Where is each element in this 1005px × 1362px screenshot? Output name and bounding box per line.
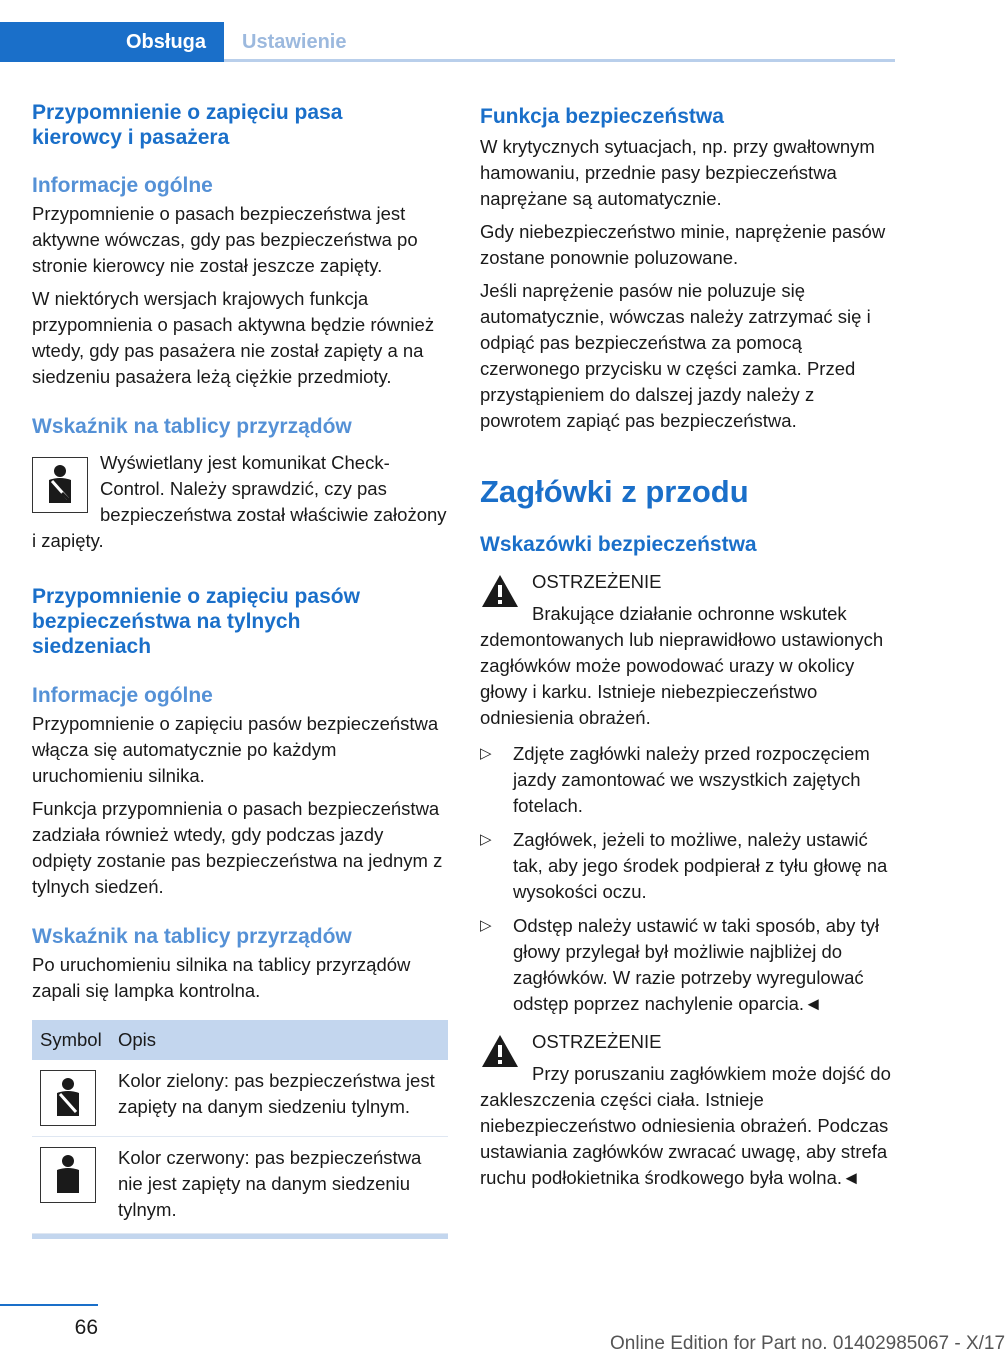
warning-label: OSTRZEŻENIE <box>532 571 662 592</box>
table-cell-description: Kolor zielony: pas bezpieczeństwa jest zapięty na danym siedzeniu tylnym. <box>118 1070 435 1117</box>
triangle-bullet-icon: ▷ <box>480 917 492 934</box>
table-bottom-border <box>32 1234 448 1239</box>
seatbelt-fastened-icon <box>40 1070 96 1126</box>
subheading-general-info: Informacje ogólne <box>32 684 213 707</box>
safety-bullet-list <box>480 741 895 1017</box>
warning-triangle-icon <box>480 1033 520 1069</box>
list-item: ▷ Zagłówek, jeżeli to możliwe, należy ustawić tak, aby jego środek podpierał z tyłu głowę na wysokości oczu. <box>480 829 888 902</box>
paragraph: W niektórych wersjach krajowych funkcja przypomnienia o pasach aktywna będzie również wtedy, gdy pas pasażera nie został zapięty a na siedzeniu pasażera leżą ciężkie przedmioty. <box>32 288 435 387</box>
table-row <box>32 1060 448 1137</box>
paragraph: Gdy niebezpieczeństwo minie, naprężenie pasów zostane ponownie poluzowane. <box>480 221 886 268</box>
tab-ustawienie[interactable]: Ustawienie <box>242 30 347 53</box>
subheading-indicator: Wskaźnik na tablicy przyrządów <box>32 925 352 948</box>
left-column <box>32 100 448 1239</box>
tab-divider <box>224 59 895 62</box>
paragraph: Przypomnienie o pasach bezpieczeństwa jest aktywne wówczas, gdy pas bezpieczeństwa po stronie kierowcy nie został jeszcze zapięty. <box>32 203 418 276</box>
page-number-rule <box>0 1304 98 1306</box>
subheading-general-info: Informacje ogólne <box>32 174 213 197</box>
table-cell-description: Kolor czerwony: pas bezpieczeństwa nie jest zapięty na danym siedzeniu tylnym. <box>118 1147 422 1220</box>
seatbelt-warning-icon <box>32 457 88 513</box>
warning-block <box>480 569 895 731</box>
table-header-opis: Opis <box>118 1020 448 1060</box>
list-item: ▷ Zdjęte zagłówki należy przed rozpoczęciem jazdy zamontować we wszystkich zajętych fotelach. <box>480 743 870 816</box>
subheading-safety-notes: Wskazówki bezpieczeństwa <box>480 533 757 556</box>
warning-triangle-icon <box>480 573 520 609</box>
page-number: 66 <box>74 1316 98 1339</box>
paragraph: W krytycznych sytuacjach, np. przy gwałtownym hamowaniu, przednie pasy bezpieczeństwa naprężane są automatycznie. <box>480 136 875 209</box>
paragraph: Po uruchomieniu silnika na tablicy przyrządów zapali się lampka kontrolna. <box>32 954 411 1001</box>
paragraph: Jeśli naprężenie pasów nie poluzuje się automatycznie, wówczas należy zatrzymać się i odpiąć pas bezpieczeństwa za pomocą czerwonego przycisku w części zamka. Przed przystąpieniem do dalszej jazdy należy z powrotem zapiąć pas bezpieczeństwa. <box>480 280 871 431</box>
table-header-symbol: Symbol <box>32 1020 118 1060</box>
section-title-safety-function: Funkcja bezpieczeństwa <box>480 105 724 128</box>
tab-obsluga[interactable]: Obsługa <box>0 22 224 62</box>
indicator-note <box>32 450 448 554</box>
section-title-driver-belt: Przypomnienie o zapięciu pasa kierowcy i pasażera <box>32 101 343 149</box>
section-title-rear-belt: Przypomnienie o zapięciu pasów bezpieczeństwa na tylnych siedzeniach <box>32 585 360 658</box>
warning-block <box>480 1029 895 1191</box>
paragraph: Funkcja przypomnienia o pasach bezpieczeństwa zadziała również wtedy, gdy podczas jazdy odpięty zostanie pas bezpieczeństwa na jednym z tylnych siedzeń. <box>32 798 443 897</box>
subheading-indicator: Wskaźnik na tablicy przyrządów <box>32 415 352 438</box>
warning-text: Brakujące działanie ochronne wskutek zdemontowanych lub nieprawidłowo ustawionych zagłówków może powodować urazy w okolicy głowy i karku. Istnieje niebezpieczeństwo odniesienia obrażeń. <box>480 603 884 728</box>
indicator-text: Wyświetlany jest komunikat Check-Control. Należy sprawdzić, czy pas bezpieczeństwa został właściwie założony i zapięty. <box>32 452 447 551</box>
table-row <box>32 1137 448 1234</box>
triangle-bullet-icon: ▷ <box>480 831 492 848</box>
symbol-table <box>32 1020 448 1234</box>
chapter-heading-headrests: Zagłówki z przodu <box>480 474 749 509</box>
list-item: ▷ Odstęp należy ustawić w taki sposób, aby tył głowy przylegał był możliwie najbliżej do zagłówków. W razie potrzeby wyregulować odstęp poprzez nachylenie oparcia.◄ <box>480 915 880 1014</box>
chapter-tab-bar <box>0 0 895 62</box>
seatbelt-unfastened-icon <box>40 1147 96 1203</box>
warning-label: OSTRZEŻENIE <box>532 1031 662 1052</box>
warning-text: Przy poruszaniu zagłówkiem może dojść do zakleszczenia części ciała. Istnieje niebezpieczeństwo odniesienia obrażeń. Podczas ustawiania zagłówków zwracać uwagę, aby strefa ruchu podłokietnika środkowego była wolna.◄ <box>480 1063 891 1188</box>
triangle-bullet-icon: ▷ <box>480 745 492 762</box>
edition-footer: Online Edition for Part no. 01402985067 - X/17 <box>610 1333 1005 1354</box>
right-column <box>480 100 895 1191</box>
paragraph: Przypomnienie o zapięciu pasów bezpieczeństwa włącza się automatycznie po każdym uruchomieniu silnika. <box>32 713 439 786</box>
